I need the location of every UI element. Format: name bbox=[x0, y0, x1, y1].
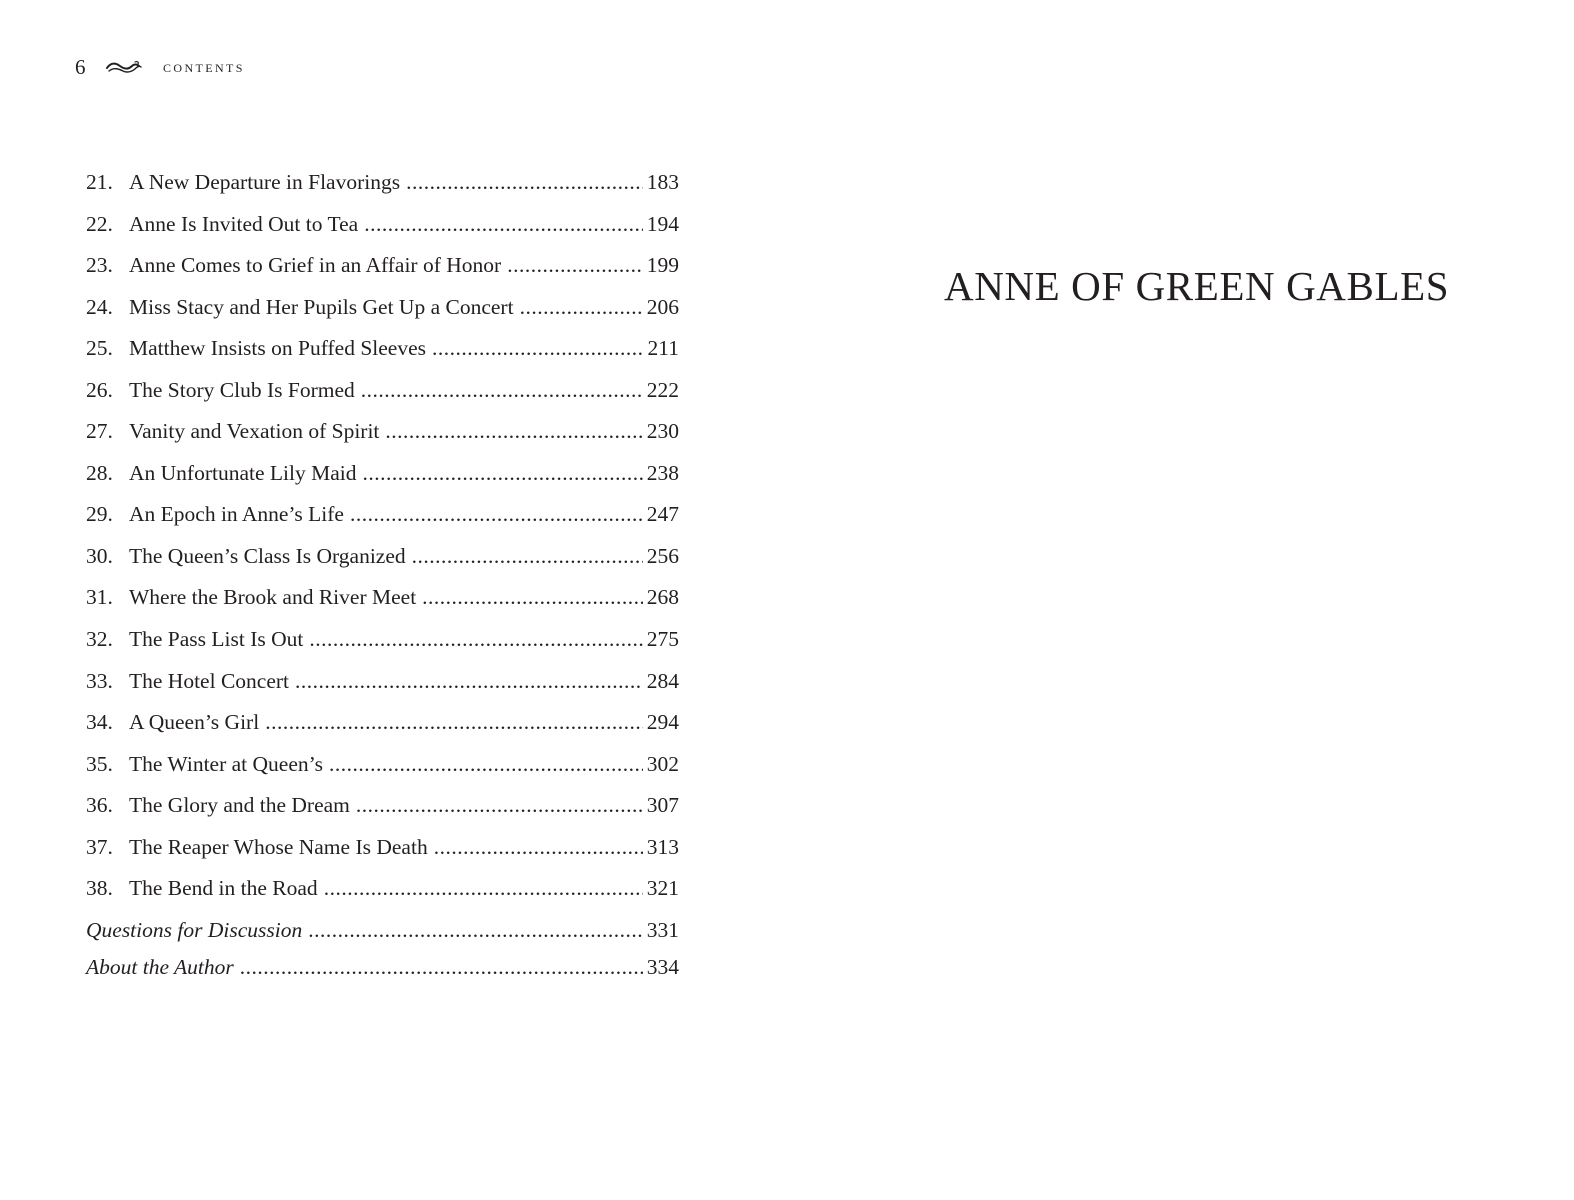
chapter-title: Anne Is Invited Out to Tea bbox=[129, 211, 359, 236]
chapter-title: A New Departure in Flavorings bbox=[129, 170, 401, 194]
dot-leader bbox=[295, 661, 643, 703]
running-head bbox=[75, 52, 245, 82]
book-title: ANNE OF GREEN GABLES bbox=[944, 263, 1450, 309]
toc-row[interactable] bbox=[86, 287, 679, 329]
chapter-page: 222 bbox=[646, 377, 679, 402]
chapter-number: 36. bbox=[86, 793, 113, 818]
dot-leader bbox=[324, 868, 643, 910]
chapter-title: A Queen’s Girl bbox=[129, 710, 260, 735]
section-label: contents bbox=[163, 57, 245, 76]
dot-leader bbox=[520, 287, 643, 329]
dot-leader bbox=[507, 245, 643, 287]
chapter-number: 38. bbox=[86, 876, 113, 901]
chapter-title: The Hotel Concert bbox=[129, 668, 290, 693]
chapter-number: 33. bbox=[86, 668, 113, 693]
chapter-page: 256 bbox=[646, 543, 679, 568]
toc-row[interactable] bbox=[86, 868, 679, 910]
swash-ornament-icon bbox=[105, 57, 143, 77]
dot-leader bbox=[350, 494, 643, 536]
dot-leader bbox=[364, 204, 643, 246]
chapter-page: 284 bbox=[646, 668, 679, 693]
chapter-title: Anne Comes to Grief in an Affair of Honor bbox=[129, 253, 502, 278]
chapter-number: 35. bbox=[86, 751, 113, 776]
toc-row[interactable] bbox=[86, 785, 679, 827]
dot-leader bbox=[422, 577, 643, 619]
toc-row[interactable] bbox=[86, 453, 679, 495]
toc-row[interactable] bbox=[86, 370, 679, 412]
chapter-page: 275 bbox=[646, 627, 679, 652]
dot-leader bbox=[361, 370, 643, 412]
toc-row[interactable] bbox=[86, 536, 679, 578]
chapter-page: 307 bbox=[646, 793, 679, 818]
chapter-title: Miss Stacy and Her Pupils Get Up a Concert bbox=[129, 294, 514, 319]
dot-leader bbox=[356, 785, 643, 827]
chapter-title: An Unfortunate Lily Maid bbox=[129, 460, 357, 485]
toc-row[interactable] bbox=[86, 702, 679, 744]
chapter-title: Where the Brook and River Meet bbox=[129, 585, 417, 610]
chapter-page: 313 bbox=[646, 834, 679, 859]
dot-leader bbox=[329, 744, 643, 786]
dot-leader bbox=[432, 328, 644, 370]
chapter-page: 238 bbox=[646, 460, 679, 485]
chapter-title: Matthew Insists on Puffed Sleeves bbox=[129, 336, 426, 361]
chapter-number: 32. bbox=[86, 627, 113, 652]
chapter-title: Vanity and Vexation of Spirit bbox=[129, 419, 380, 444]
chapter-title: An Epoch in Anne’s Life bbox=[129, 502, 344, 527]
chapter-title: The Story Club Is Formed bbox=[129, 377, 355, 402]
chapter-title: The Bend in the Road bbox=[129, 876, 318, 901]
dot-leader bbox=[385, 411, 642, 453]
chapter-number: 37. bbox=[86, 834, 113, 859]
chapter-page: 294 bbox=[646, 710, 679, 735]
chapter-title: The Queen’s Class Is Organized bbox=[129, 543, 406, 568]
dot-leader bbox=[265, 702, 643, 744]
chapter-number: 27. bbox=[86, 419, 113, 444]
toc-row[interactable] bbox=[86, 661, 679, 703]
toc-row[interactable] bbox=[86, 577, 679, 619]
dot-leader bbox=[240, 951, 643, 984]
toc-row-back-matter[interactable] bbox=[86, 910, 679, 952]
back-matter-title: About the Author bbox=[86, 955, 234, 980]
chapter-page: 183 bbox=[646, 170, 679, 194]
chapter-page: 268 bbox=[646, 585, 679, 610]
chapter-number: 22. bbox=[86, 211, 113, 236]
toc-row[interactable] bbox=[86, 619, 679, 661]
toc-row[interactable] bbox=[86, 245, 679, 287]
dot-leader bbox=[412, 536, 643, 578]
chapter-page: 194 bbox=[646, 211, 679, 236]
chapter-page: 247 bbox=[646, 502, 679, 527]
chapter-number: 24. bbox=[86, 294, 113, 319]
chapter-number: 28. bbox=[86, 460, 113, 485]
chapter-number: 23. bbox=[86, 253, 113, 278]
toc-row[interactable] bbox=[86, 744, 679, 786]
back-matter-title: Questions for Discussion bbox=[86, 917, 303, 942]
back-matter-page: 334 bbox=[646, 955, 679, 980]
dot-leader bbox=[434, 827, 643, 869]
toc-row[interactable] bbox=[86, 328, 679, 370]
dot-leader bbox=[309, 619, 642, 661]
toc-row[interactable] bbox=[86, 162, 679, 204]
dot-leader bbox=[308, 910, 643, 952]
toc-row[interactable] bbox=[86, 411, 679, 453]
chapter-page: 206 bbox=[646, 294, 679, 319]
chapter-number: 26. bbox=[86, 377, 113, 402]
chapter-title: The Pass List Is Out bbox=[129, 627, 304, 652]
chapter-title: The Glory and the Dream bbox=[129, 793, 350, 818]
chapter-number: 21. bbox=[86, 170, 113, 194]
chapter-number: 25. bbox=[86, 336, 113, 361]
page-number: 6 bbox=[75, 54, 86, 79]
toc-row[interactable] bbox=[86, 494, 679, 536]
chapter-title: The Reaper Whose Name Is Death bbox=[129, 834, 428, 859]
chapter-page: 302 bbox=[646, 751, 679, 776]
chapter-title: The Winter at Queen’s bbox=[129, 751, 323, 776]
toc-row[interactable] bbox=[86, 204, 679, 246]
toc-row-back-matter[interactable] bbox=[86, 951, 679, 984]
chapter-page: 321 bbox=[646, 876, 679, 901]
chapter-number: 34. bbox=[86, 710, 113, 735]
toc-row[interactable] bbox=[86, 827, 679, 869]
chapter-number: 31. bbox=[86, 585, 113, 610]
table-of-contents bbox=[86, 162, 679, 984]
right-page bbox=[787, 0, 1574, 1200]
chapter-number: 30. bbox=[86, 543, 113, 568]
dot-leader bbox=[363, 453, 643, 495]
back-matter-page: 331 bbox=[646, 917, 679, 942]
chapter-page: 211 bbox=[647, 336, 679, 361]
chapter-number: 29. bbox=[86, 502, 113, 527]
dot-leader bbox=[406, 162, 643, 204]
chapter-page: 199 bbox=[646, 253, 679, 278]
chapter-page: 230 bbox=[646, 419, 679, 444]
